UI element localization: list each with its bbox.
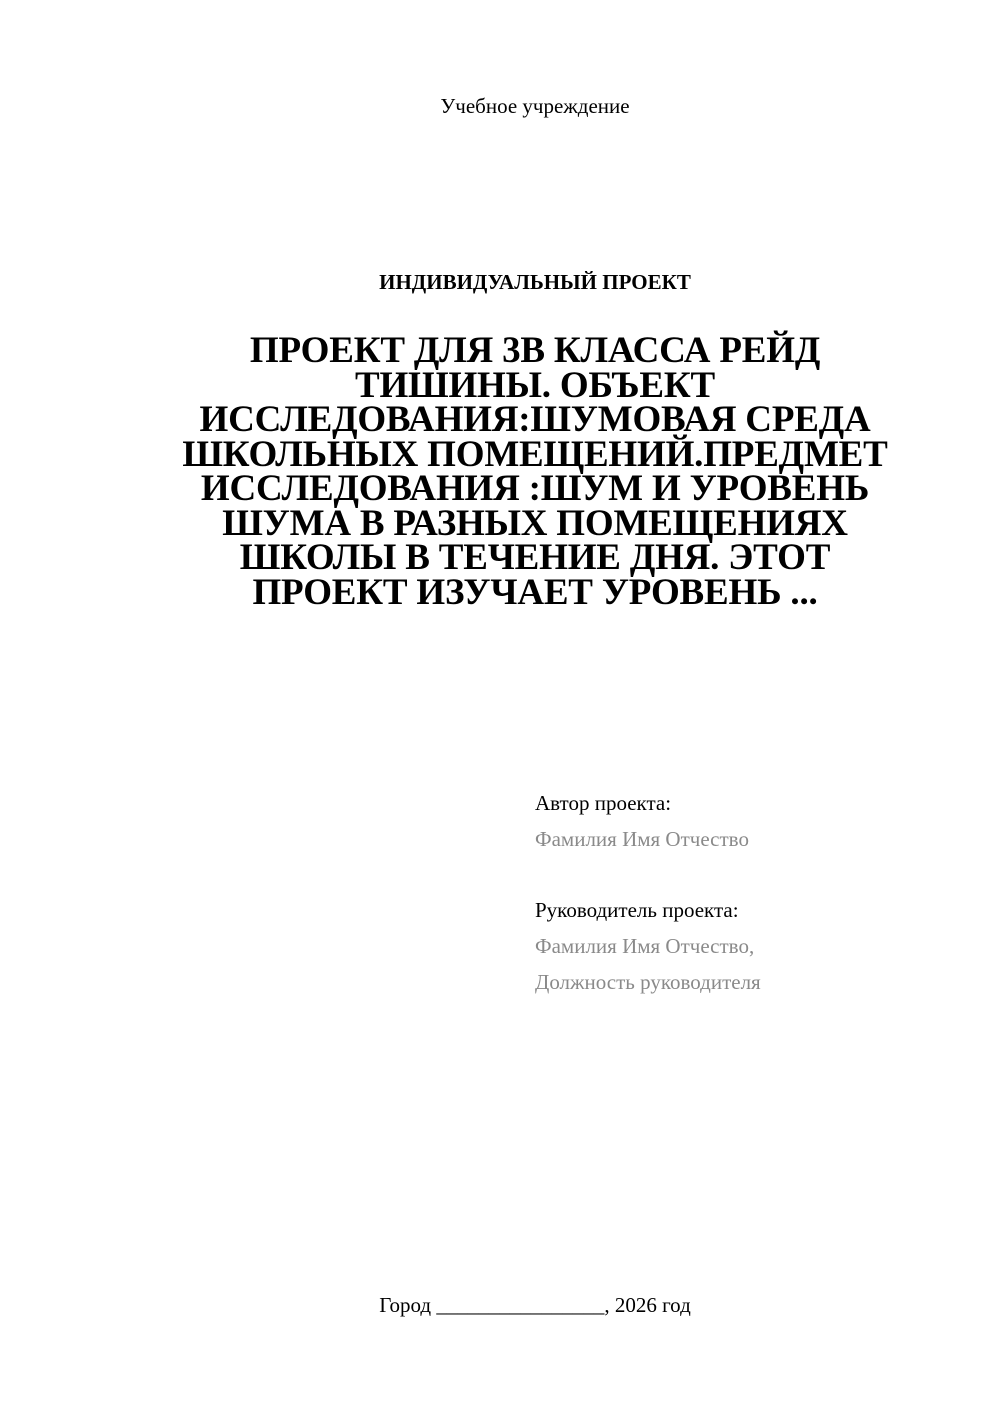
supervisor-label: Руководитель проекта: [535, 898, 739, 922]
title-line: ИССЛЕДОВАНИЯ :ШУМ И УРОВЕНЬ [200, 468, 870, 509]
author-name: Фамилия Имя Отчество [535, 827, 749, 851]
project-title [160, 330, 910, 613]
author-block [535, 790, 975, 852]
title-line: ИССЛЕДОВАНИЯ:ШУМОВАЯ СРЕДА [199, 399, 871, 440]
title-line: ШУМА В РАЗНЫХ ПОМЕЩЕНИЯХ [222, 502, 848, 544]
supervisor-block [535, 897, 975, 995]
city-year-footer: Город ________________, 2026 год [379, 1293, 691, 1317]
supervisor-name: Фамилия Имя Отчество, [535, 934, 755, 958]
title-line: ПРОЕКТ ИЗУЧАЕТ УРОВЕНЬ ... [252, 571, 818, 613]
title-line: ШКОЛЫ В ТЕЧЕНИЕ ДНЯ. ЭТОТ [239, 537, 831, 578]
institution-name: Учебное учреждение [440, 94, 630, 118]
author-label: Автор проекта: [535, 791, 672, 815]
supervisor-position: Должность руководителя [535, 970, 761, 994]
title-line: ШКОЛЬНЫХ ПОМЕЩЕНИЙ.ПРЕДМЕТ [182, 433, 888, 475]
project-type-heading: ИНДИВИДУАЛЬНЫЙ ПРОЕКТ [379, 270, 691, 294]
title-line: ПРОЕКТ ДЛЯ 3В КЛАССА РЕЙД [249, 330, 821, 371]
title-line: ТИШИНЫ. ОБЪЕКТ [354, 364, 715, 406]
